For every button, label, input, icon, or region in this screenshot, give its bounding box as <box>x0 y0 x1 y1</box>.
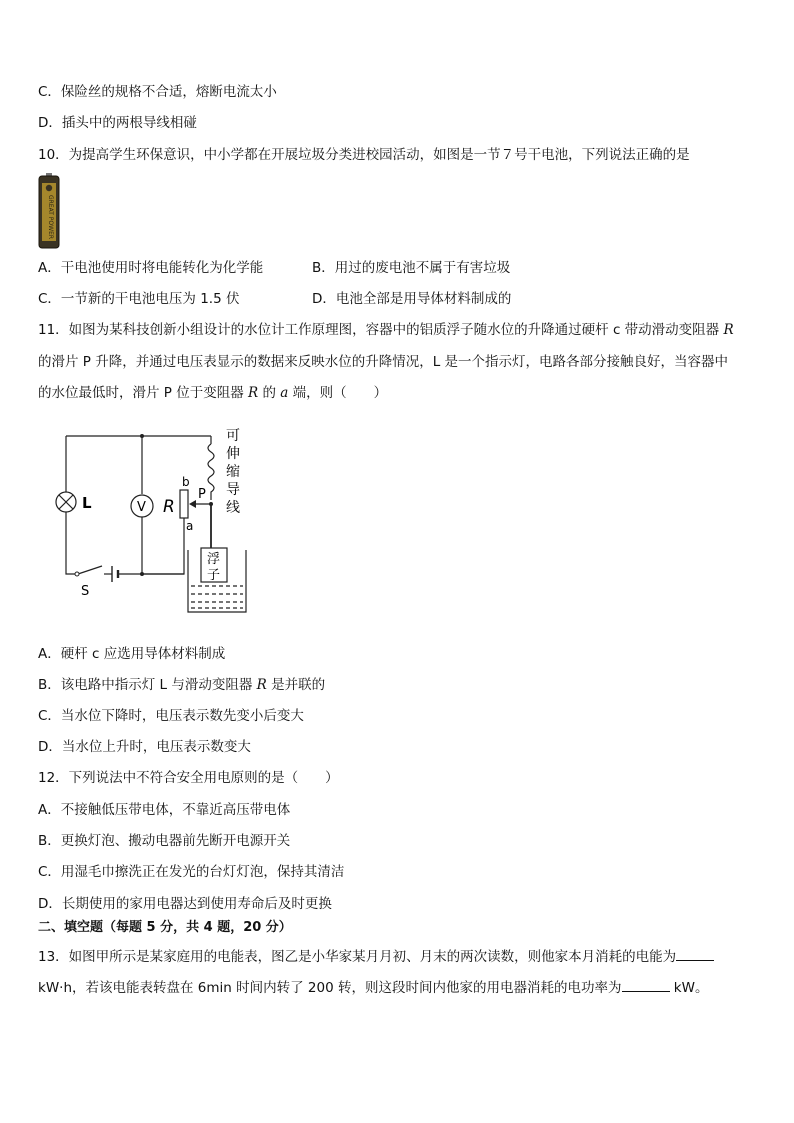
wire-label-char: 可 <box>226 428 240 444</box>
q9-option-c: C．保险丝的规格不合适，熔断电流太小 <box>38 84 277 100</box>
wire-label-char: 伸 <box>226 446 240 462</box>
wire-label-char: 缩 <box>226 464 240 480</box>
battery-image <box>38 173 60 249</box>
q12-option-b: B．更换灯泡、搬动电器前先断开电源开关 <box>38 833 291 849</box>
var-r: R <box>723 322 734 338</box>
flexible-wire-coil <box>208 444 214 500</box>
water-level-circuit-diagram <box>46 420 276 616</box>
switch-label: S <box>81 584 90 599</box>
q11-stem-line1: 11．如图为某科技创新小组设计的水位计工作原理图，容器中的铝质浮子随水位的升降通过硬杆 c 带动滑动变阻器 R <box>38 322 734 338</box>
var-r: R <box>256 677 267 693</box>
var-r: R <box>248 385 259 401</box>
battery-brand-text: GREAT POWER <box>47 194 54 240</box>
q11-stem-line2: 的滑片 P 升降，并通过电压表显示的数据来反映水位的升降情况，L 是一个指示灯，电路各部分接触良好，当容器中 <box>38 354 729 370</box>
q12-option-a: A．不接触低压带电体，不靠近高压带电体 <box>38 802 291 818</box>
q12-option-d: D．长期使用的家用电器达到使用寿命后及时更换 <box>38 896 332 912</box>
q12-option-c: C．用湿毛巾擦洗正在发光的台灯灯泡，保持其清洁 <box>38 864 345 880</box>
voltmeter-label: V <box>137 500 146 515</box>
terminal-a-label: a <box>186 519 194 533</box>
q11-option-a: A．硬杆 c 应选用导体材料制成 <box>38 646 226 662</box>
terminal-b-label: b <box>182 475 190 489</box>
var-a: a <box>280 385 289 401</box>
q11-stem-line3: 的水位最低时，滑片 P 位于变阻器 R 的 a 端，则（ ） <box>38 385 388 401</box>
answer-blank[interactable] <box>622 977 670 992</box>
wire-label-char: 导 <box>226 482 240 498</box>
wire-label-char: 线 <box>226 500 240 516</box>
switch-symbol <box>78 566 102 574</box>
q10-option-b: B．用过的废电池不属于有害垃圾 <box>312 260 511 276</box>
q13-stem-line2: kW·h，若该电能表转盘在 6min 时间内转了 200 转，则这段时间内他家的用电器消耗的电功率为 kW。 <box>38 977 708 998</box>
float-label-char: 子 <box>207 568 221 583</box>
q13-stem-line1: 13．如图甲所示是某家庭用的电能表，图乙是小华家某月月初、月末的两次读数，则他家本月消耗的电能为 <box>38 946 714 967</box>
lamp-label: L <box>82 494 92 512</box>
q10-option-a: A．干电池使用时将电能转化为化学能 <box>38 260 264 276</box>
q11-option-d: D．当水位上升时，电压表示数变大 <box>38 739 251 755</box>
answer-blank[interactable] <box>676 946 714 961</box>
q9-option-d: D．插头中的两根导线相碰 <box>38 115 197 131</box>
q12-stem: 12．下列说法中不符合安全用电原则的是（ ） <box>38 770 339 786</box>
section-heading-fill-in: 二、填空题（每题 5 分，共 4 题，20 分） <box>38 920 292 935</box>
q10-option-d: D．电池全部是用导体材料制成的 <box>312 291 512 307</box>
rheostat-symbol <box>180 490 188 518</box>
q11-option-b: B．该电路中指示灯 L 与滑动变阻器 R 是并联的 <box>38 677 326 693</box>
q11-option-c: C．当水位下降时，电压表示数先变小后变大 <box>38 708 304 724</box>
float-label-char: 浮 <box>207 552 221 567</box>
resistor-label: R <box>163 497 175 517</box>
q10-option-c: C．一节新的干电池电压为 1.5 伏 <box>38 291 240 307</box>
q10-stem: 10．为提高学生环保意识，中小学都在开展垃圾分类进校园活动，如图是一节７号干电池，下列说法正确的是 <box>38 147 690 163</box>
slider-p-label: P <box>198 487 206 502</box>
